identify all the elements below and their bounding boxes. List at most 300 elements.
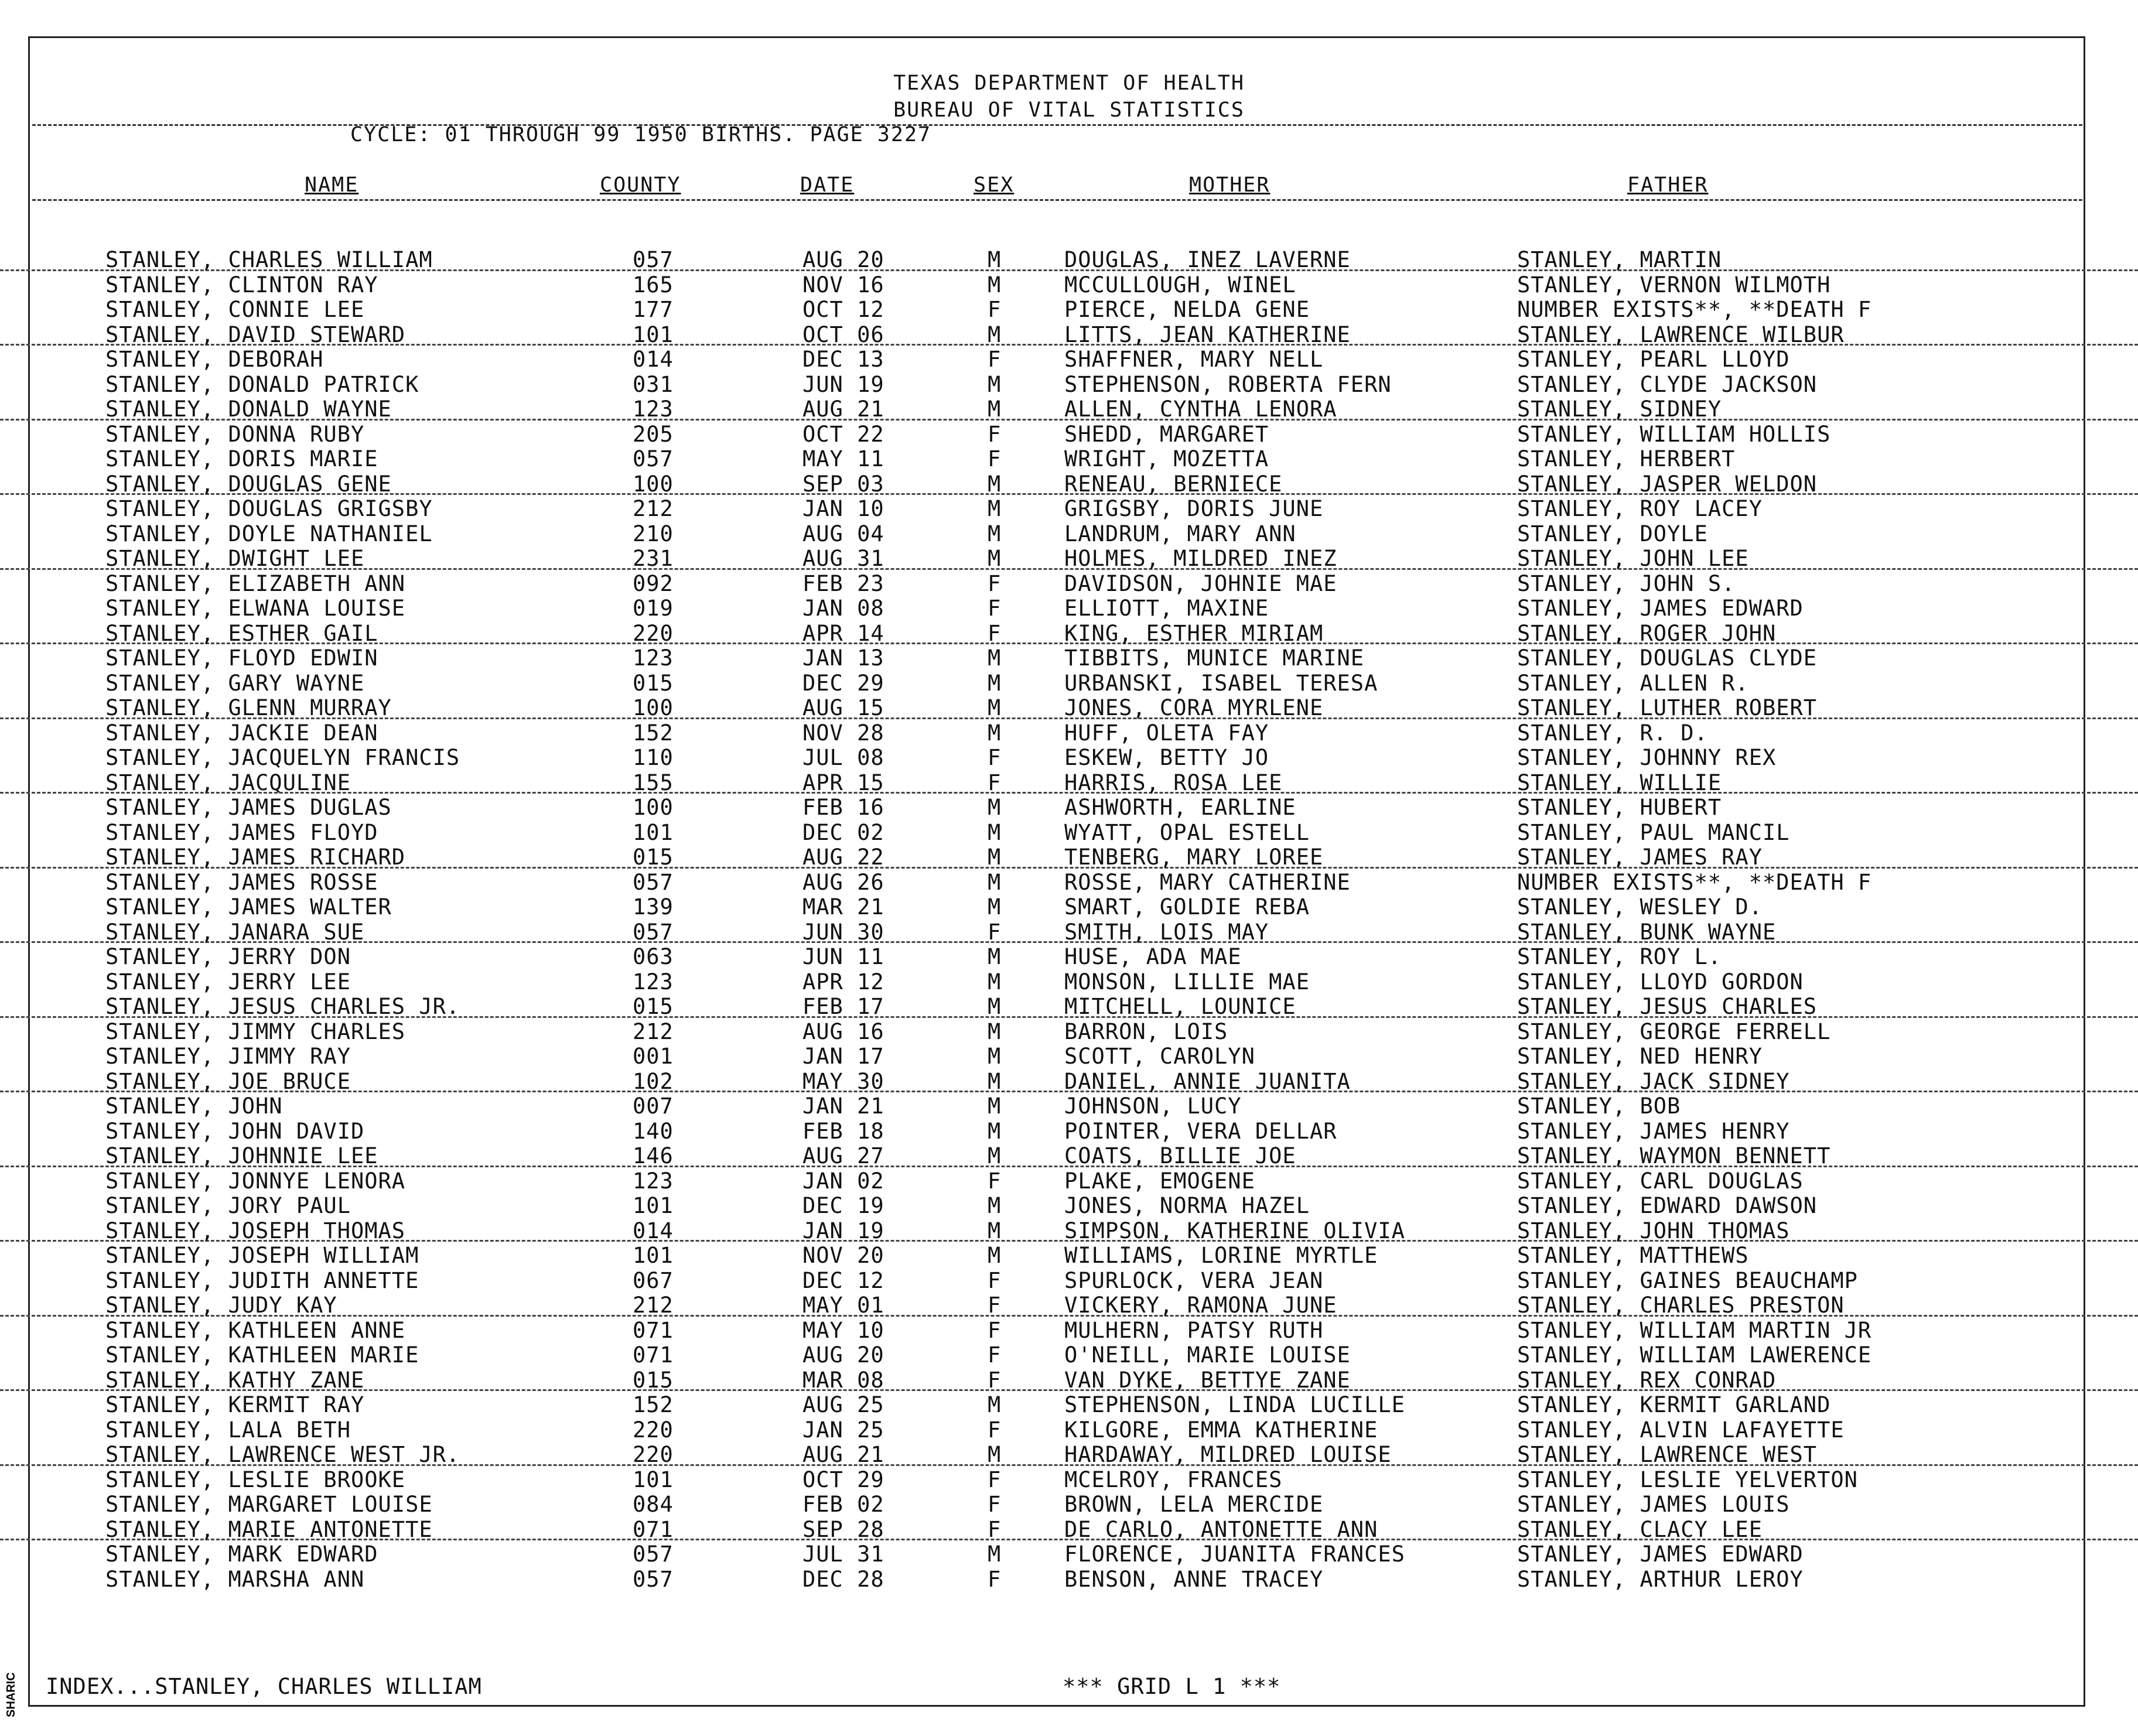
cell-name: STANLEY, JOHN [105, 1093, 283, 1119]
cell-sex: F [988, 297, 1002, 322]
cell-sex: M [988, 1143, 1002, 1168]
cell-county: 152 [633, 1392, 674, 1417]
cell-county: 057 [633, 446, 674, 471]
cell-name: STANLEY, JAMES WALTER [105, 894, 392, 920]
cell-mother: DANIEL, ANNIE JUANITA [1064, 1068, 1351, 1094]
table-row [0, 744, 2138, 769]
cell-sex: M [988, 1118, 1002, 1144]
cell-name: STANLEY, JONNYE LENORA [105, 1168, 406, 1194]
cell-sex: M [988, 1218, 1002, 1243]
cell-county: 212 [633, 496, 674, 521]
cell-name: STANLEY, JAMES RICHARD [105, 845, 406, 870]
cell-date: AUG 27 [802, 1143, 884, 1168]
table-row [0, 1391, 2138, 1416]
cell-county: 014 [633, 1218, 674, 1243]
cell-father: STANLEY, WILLIAM MARTIN JR [1517, 1317, 1872, 1343]
cell-father: STANLEY, WILLIAM HOLLIS [1517, 421, 1831, 447]
cell-father: STANLEY, JASPER WELDON [1517, 471, 1818, 497]
cell-father: STANLEY, CLACY LEE [1517, 1516, 1763, 1542]
column-header-name: NAME [305, 173, 359, 197]
cell-father: NUMBER EXISTS**, **DEATH F [1517, 297, 1872, 322]
cell-county: 071 [633, 1317, 674, 1343]
cell-name: STANLEY, DEBORAH [105, 347, 324, 372]
cell-father: STANLEY, JAMES HENRY [1517, 1118, 1790, 1144]
column-header-date: DATE [800, 173, 855, 197]
cell-mother: SIMPSON, KATHERINE OLIVIA [1064, 1218, 1405, 1243]
cell-date: JAN 02 [802, 1168, 884, 1194]
bureau-title: BUREAU OF VITAL STATISTICS [893, 98, 1245, 122]
cell-name: STANLEY, JERRY LEE [105, 969, 351, 995]
cell-county: 146 [633, 1143, 674, 1168]
cell-name: STANLEY, DOYLE NATHANIEL [105, 521, 433, 546]
cell-mother: VICKERY, RAMONA JUNE [1064, 1293, 1337, 1318]
cell-date: AUG 20 [802, 1342, 884, 1368]
cell-date: APR 14 [802, 620, 884, 646]
cell-mother: URBANSKI, ISABEL TERESA [1064, 670, 1378, 696]
sharic-stamp [1, 1667, 22, 1720]
table-row [0, 1142, 2138, 1167]
header-divider [32, 124, 2082, 126]
cell-mother: MULHERN, PATSY RUTH [1064, 1317, 1324, 1343]
table-row [0, 1118, 2138, 1143]
cell-name: STANLEY, JOSEPH WILLIAM [105, 1243, 419, 1268]
column-header-county: COUNTY [600, 173, 681, 197]
cell-date: DEC 13 [802, 347, 884, 372]
cell-sex: M [988, 670, 1002, 696]
cell-name: STANLEY, JUDITH ANNETTE [105, 1267, 419, 1293]
table-row [0, 520, 2138, 545]
cell-county: 101 [633, 1467, 674, 1492]
cell-father: STANLEY, SIDNEY [1517, 397, 1722, 422]
cell-county: 015 [633, 670, 674, 696]
table-row [0, 1416, 2138, 1441]
cell-father: STANLEY, NED HENRY [1517, 1044, 1763, 1069]
cell-sex: M [988, 521, 1002, 546]
cell-date: NOV 28 [802, 720, 884, 746]
table-row [0, 794, 2138, 819]
cell-sex: M [988, 869, 1002, 895]
cell-sex: F [988, 745, 1002, 770]
cell-date: AUG 25 [802, 1392, 884, 1417]
cycle-line: CYCLE: 01 THROUGH 99 1950 BIRTHS. PAGE 3227 [350, 123, 932, 146]
cell-father: STANLEY, R. D. [1517, 720, 1708, 746]
cell-sex: M [988, 645, 1002, 671]
cell-date: AUG 16 [802, 1019, 884, 1044]
cell-sex: M [988, 1193, 1002, 1218]
cell-name: STANLEY, MARIE ANTONETTE [105, 1516, 433, 1542]
cell-mother: ESKEW, BETTY JO [1064, 745, 1269, 770]
cell-father: STANLEY, VERNON WILMOTH [1517, 272, 1831, 298]
cell-county: 101 [633, 1243, 674, 1268]
column-header-sex: SEX [974, 173, 1015, 197]
table-row [0, 346, 2138, 371]
cell-county: 001 [633, 1044, 674, 1069]
cell-mother: BENSON, ANNE TRACEY [1064, 1566, 1324, 1592]
cell-date: AUG 26 [802, 869, 884, 895]
cell-mother: MCELROY, FRANCES [1064, 1467, 1283, 1492]
cell-father: STANLEY, PAUL MANCIL [1517, 819, 1790, 845]
cell-father: STANLEY, LAWRENCE WEST [1517, 1442, 1818, 1467]
table-row [0, 1291, 2138, 1317]
cell-mother: ELLIOTT, MAXINE [1064, 596, 1269, 621]
cell-county: 015 [633, 1367, 674, 1393]
cell-date: JAN 13 [802, 645, 884, 671]
cell-name: STANLEY, GARY WAYNE [105, 670, 365, 696]
cell-father: STANLEY, ALVIN LAFAYETTE [1517, 1417, 1845, 1443]
cell-date: DEC 12 [802, 1267, 884, 1293]
table-row [0, 1267, 2138, 1292]
cell-mother: KILGORE, EMMA KATHERINE [1064, 1417, 1378, 1443]
table-row [0, 1540, 2138, 1566]
cell-date: OCT 22 [802, 421, 884, 447]
cell-father: STANLEY, JOHN THOMAS [1517, 1218, 1790, 1243]
cell-county: 057 [633, 1542, 674, 1567]
cell-sex: M [988, 819, 1002, 845]
cell-name: STANLEY, JAMES FLOYD [105, 819, 378, 845]
table-row [0, 719, 2138, 744]
cell-date: NOV 16 [802, 272, 884, 298]
cell-name: STANLEY, JACQUELYN FRANCIS [105, 745, 460, 770]
cell-mother: DE CARLO, ANTONETTE ANN [1064, 1516, 1378, 1542]
cell-date: OCT 06 [802, 322, 884, 347]
cell-name: STANLEY, DONNA RUBY [105, 421, 365, 447]
cell-mother: MONSON, LILLIE MAE [1064, 969, 1310, 995]
cell-county: 101 [633, 322, 674, 347]
cell-sex: M [988, 1542, 1002, 1567]
cell-sex: F [988, 1342, 1002, 1368]
cell-county: 212 [633, 1019, 674, 1044]
cell-mother: HARRIS, ROSA LEE [1064, 770, 1283, 795]
cell-sex: M [988, 471, 1002, 497]
cell-father: STANLEY, DOUGLAS CLYDE [1517, 645, 1818, 671]
table-row [0, 594, 2138, 620]
cell-father: STANLEY, JOHNNY REX [1517, 745, 1777, 770]
cell-date: JAN 19 [802, 1218, 884, 1243]
cell-sex: M [988, 397, 1002, 422]
footer-index: INDEX...STANLEY, CHARLES WILLIAM [46, 1674, 482, 1699]
cell-name: STANLEY, JOHNNIE LEE [105, 1143, 378, 1168]
cell-name: STANLEY, CLINTON RAY [105, 272, 378, 298]
cell-date: MAR 21 [802, 894, 884, 920]
cell-date: SEP 03 [802, 471, 884, 497]
cell-name: STANLEY, LALA BETH [105, 1417, 351, 1443]
cell-sex: M [988, 1019, 1002, 1044]
cell-date: AUG 04 [802, 521, 884, 546]
cell-name: STANLEY, JESUS CHARLES JR. [105, 994, 460, 1019]
cell-mother: PLAKE, EMOGENE [1064, 1168, 1255, 1194]
cell-sex: F [988, 596, 1002, 621]
table-row [0, 470, 2138, 495]
table-row [0, 1317, 2138, 1342]
cell-father: STANLEY, WILLIE [1517, 770, 1722, 795]
table-row [0, 620, 2138, 645]
cell-county: 067 [633, 1267, 674, 1293]
table-row [0, 545, 2138, 570]
cell-mother: SMART, GOLDIE REBA [1064, 894, 1310, 920]
cell-sex: F [988, 1293, 1002, 1318]
table-row [0, 993, 2138, 1018]
cell-mother: WYATT, OPAL ESTELL [1064, 819, 1310, 845]
cell-father: STANLEY, JESUS CHARLES [1517, 994, 1818, 1019]
cell-mother: WRIGHT, MOZETTA [1064, 446, 1269, 471]
cell-mother: JONES, CORA MYRLENE [1064, 695, 1324, 720]
cell-name: STANLEY, DONALD WAYNE [105, 397, 392, 422]
cell-mother: ASHWORTH, EARLINE [1064, 795, 1296, 820]
cell-mother: PIERCE, NELDA GENE [1064, 297, 1310, 322]
column-header-father: FATHER [1627, 173, 1709, 197]
cell-name: STANLEY, ELIZABETH ANN [105, 570, 406, 596]
cell-county: 057 [633, 869, 674, 895]
cell-sex: M [988, 894, 1002, 920]
cell-county: 015 [633, 994, 674, 1019]
cell-county: 019 [633, 596, 674, 621]
cell-mother: ALLEN, CYNTHA LENORA [1064, 397, 1337, 422]
table-row [0, 1366, 2138, 1392]
cell-sex: F [988, 1417, 1002, 1443]
cell-county: 014 [633, 347, 674, 372]
cell-date: SEP 28 [802, 1516, 884, 1542]
cell-county: 212 [633, 1293, 674, 1318]
cell-name: STANLEY, ESTHER GAIL [105, 620, 378, 646]
cell-sex: M [988, 1392, 1002, 1417]
cell-county: 123 [633, 1168, 674, 1194]
cell-county: 057 [633, 1566, 674, 1592]
cell-father: STANLEY, CARL DOUGLAS [1517, 1168, 1804, 1194]
cell-sex: F [988, 770, 1002, 795]
table-row [0, 445, 2138, 470]
cell-sex: M [988, 1243, 1002, 1268]
cell-name: STANLEY, KATHLEEN ANNE [105, 1317, 406, 1343]
cell-mother: GRIGSBY, DORIS JUNE [1064, 496, 1324, 521]
cell-county: 031 [633, 371, 674, 397]
cell-county: 123 [633, 645, 674, 671]
footer-grid: *** GRID L 1 *** [1063, 1674, 1281, 1699]
cell-date: FEB 02 [802, 1492, 884, 1517]
cell-mother: FLORENCE, JUANITA FRANCES [1064, 1542, 1405, 1567]
cell-mother: STEPHENSON, ROBERTA FERN [1064, 371, 1392, 397]
cell-mother: MCCULLOUGH, WINEL [1064, 272, 1296, 298]
cell-sex: F [988, 1317, 1002, 1343]
cell-date: FEB 17 [802, 994, 884, 1019]
cell-date: JAN 21 [802, 1093, 884, 1119]
cell-sex: M [988, 1068, 1002, 1094]
cell-father: STANLEY, LLOYD GORDON [1517, 969, 1804, 995]
cell-mother: STEPHENSON, LINDA LUCILLE [1064, 1392, 1405, 1417]
table-row [0, 769, 2138, 794]
table-row [0, 819, 2138, 844]
cell-father: STANLEY, GAINES BEAUCHAMP [1517, 1267, 1858, 1293]
cell-county: 100 [633, 695, 674, 720]
cell-mother: ROSSE, MARY CATHERINE [1064, 869, 1351, 895]
cell-mother: TENBERG, MARY LOREE [1064, 845, 1324, 870]
table-row [0, 296, 2138, 321]
cell-sex: F [988, 1516, 1002, 1542]
cell-date: MAR 08 [802, 1367, 884, 1393]
cell-sex: F [988, 1467, 1002, 1492]
cell-county: 102 [633, 1068, 674, 1094]
cell-county: 084 [633, 1492, 674, 1517]
cell-date: DEC 29 [802, 670, 884, 696]
cell-sex: M [988, 944, 1002, 969]
cell-name: STANLEY, JIMMY RAY [105, 1044, 351, 1069]
cell-father: STANLEY, LUTHER ROBERT [1517, 695, 1818, 720]
cell-county: 220 [633, 1442, 674, 1467]
table-row [0, 1516, 2138, 1541]
cell-county: 063 [633, 944, 674, 969]
cell-sex: M [988, 496, 1002, 521]
cell-name: STANLEY, JIMMY CHARLES [105, 1019, 406, 1044]
cell-father: STANLEY, ROY L. [1517, 944, 1722, 969]
cell-sex: F [988, 1367, 1002, 1393]
cell-father: STANLEY, MATTHEWS [1517, 1243, 1749, 1268]
stamp-label: SHARIC [5, 1672, 18, 1717]
table-row [0, 1242, 2138, 1267]
cell-date: JAN 25 [802, 1417, 884, 1443]
cell-county: 092 [633, 570, 674, 596]
cell-mother: HUSE, ADA MAE [1064, 944, 1242, 969]
cell-county: 155 [633, 770, 674, 795]
cell-father: STANLEY, KERMIT GARLAND [1517, 1392, 1831, 1417]
cell-name: STANLEY, JAMES ROSSE [105, 869, 378, 895]
cell-father: STANLEY, JOHN LEE [1517, 546, 1749, 571]
cell-date: MAY 30 [802, 1068, 884, 1094]
cell-sex: M [988, 845, 1002, 870]
table-row [0, 1566, 2138, 1591]
cell-father: STANLEY, CHARLES PRESTON [1517, 1293, 1845, 1318]
cell-county: 177 [633, 297, 674, 322]
cell-father: STANLEY, HUBERT [1517, 795, 1722, 820]
cell-name: STANLEY, JUDY KAY [105, 1293, 337, 1318]
cell-date: DEC 19 [802, 1193, 884, 1218]
table-row [0, 1092, 2138, 1118]
table-row [0, 1217, 2138, 1242]
cell-mother: TIBBITS, MUNICE MARINE [1064, 645, 1365, 671]
cell-name: STANLEY, JACKIE DEAN [105, 720, 378, 746]
table-row [0, 371, 2138, 396]
cell-county: 015 [633, 845, 674, 870]
cell-mother: LANDRUM, MARY ANN [1064, 521, 1296, 546]
cell-name: STANLEY, DORIS MARIE [105, 446, 378, 471]
cell-mother: JOHNSON, LUCY [1064, 1093, 1242, 1119]
cell-name: STANLEY, LAWRENCE WEST JR. [105, 1442, 460, 1467]
table-row [0, 694, 2138, 719]
cell-date: APR 15 [802, 770, 884, 795]
cell-name: STANLEY, JOE BRUCE [105, 1068, 351, 1094]
cell-father: STANLEY, JAMES EDWARD [1517, 596, 1804, 621]
table-row [0, 321, 2138, 346]
cell-father: STANLEY, REX CONRAD [1517, 1367, 1777, 1393]
cell-father: STANLEY, WESLEY D. [1517, 894, 1763, 920]
cell-father: STANLEY, BOB [1517, 1093, 1681, 1119]
cell-date: AUG 21 [802, 1442, 884, 1467]
cell-date: JAN 08 [802, 596, 884, 621]
cell-date: JUN 30 [802, 919, 884, 945]
table-row [0, 495, 2138, 520]
cell-mother: HOLMES, MILDRED INEZ [1064, 546, 1337, 571]
cell-father: STANLEY, LAWRENCE WILBUR [1517, 322, 1845, 347]
column-header-divider [32, 199, 2082, 201]
cell-sex: M [988, 1093, 1002, 1119]
cell-sex: F [988, 919, 1002, 945]
table-row [0, 1341, 2138, 1366]
cell-name: STANLEY, DOUGLAS GRIGSBY [105, 496, 433, 521]
cell-date: AUG 21 [802, 397, 884, 422]
cell-county: 123 [633, 397, 674, 422]
column-header-mother: MOTHER [1189, 173, 1270, 197]
cell-mother: POINTER, VERA DELLAR [1064, 1118, 1337, 1144]
cell-county: 231 [633, 546, 674, 571]
cell-mother: HARDAWAY, MILDRED LOUISE [1064, 1442, 1392, 1467]
cell-name: STANLEY, JOSEPH THOMAS [105, 1218, 406, 1243]
cell-mother: KING, ESTHER MIRIAM [1064, 620, 1324, 646]
table-row [0, 395, 2138, 421]
cell-name: STANLEY, CHARLES WILLIAM [105, 247, 433, 272]
cell-county: 140 [633, 1118, 674, 1144]
cell-father: STANLEY, JAMES EDWARD [1517, 1542, 1804, 1567]
cell-mother: O'NEILL, MARIE LOUISE [1064, 1342, 1351, 1368]
table-row [0, 644, 2138, 669]
cell-name: STANLEY, KERMIT RAY [105, 1392, 365, 1417]
agency-title: TEXAS DEPARTMENT OF HEALTH [893, 71, 1245, 95]
cell-date: FEB 16 [802, 795, 884, 820]
table-row [0, 246, 2138, 271]
cell-father: STANLEY, DOYLE [1517, 521, 1708, 546]
cell-county: 205 [633, 421, 674, 447]
cell-mother: HUFF, OLETA FAY [1064, 720, 1269, 746]
cell-father: STANLEY, JACK SIDNEY [1517, 1068, 1790, 1094]
cell-county: 071 [633, 1342, 674, 1368]
cell-county: 007 [633, 1093, 674, 1119]
cell-name: STANLEY, FLOYD EDWIN [105, 645, 378, 671]
cell-name: STANLEY, ELWANA LOUISE [105, 596, 406, 621]
cell-date: FEB 18 [802, 1118, 884, 1144]
cell-father: STANLEY, PEARL LLOYD [1517, 347, 1790, 372]
cell-sex: M [988, 720, 1002, 746]
cell-father: STANLEY, ROY LACEY [1517, 496, 1763, 521]
cell-date: NOV 20 [802, 1243, 884, 1268]
table-row [0, 1043, 2138, 1068]
cell-name: STANLEY, GLENN MURRAY [105, 695, 392, 720]
cell-name: STANLEY, MARSHA ANN [105, 1566, 365, 1592]
cell-date: JUL 08 [802, 745, 884, 770]
cell-mother: WILLIAMS, LORINE MYRTLE [1064, 1243, 1378, 1268]
table-row [0, 943, 2138, 968]
cell-county: 100 [633, 795, 674, 820]
cell-date: MAY 11 [802, 446, 884, 471]
cell-date: OCT 12 [802, 297, 884, 322]
cell-father: STANLEY, LESLIE YELVERTON [1517, 1467, 1858, 1492]
cell-date: FEB 23 [802, 570, 884, 596]
cell-name: STANLEY, DWIGHT LEE [105, 546, 365, 571]
cell-father: NUMBER EXISTS**, **DEATH F [1517, 869, 1872, 895]
cell-sex: M [988, 546, 1002, 571]
cell-name: STANLEY, CONNIE LEE [105, 297, 365, 322]
cell-county: 057 [633, 919, 674, 945]
cell-mother: LITTS, JEAN KATHERINE [1064, 322, 1351, 347]
cell-date: MAY 10 [802, 1317, 884, 1343]
table-row [0, 1192, 2138, 1217]
cell-county: 152 [633, 720, 674, 746]
table-row [0, 1018, 2138, 1043]
cell-mother: COATS, BILLIE JOE [1064, 1143, 1296, 1168]
cell-mother: SHAFFNER, MARY NELL [1064, 347, 1324, 372]
cell-name: STANLEY, DOUGLAS GENE [105, 471, 392, 497]
cell-father: STANLEY, BUNK WAYNE [1517, 919, 1777, 945]
cell-name: STANLEY, JAMES DUGLAS [105, 795, 392, 820]
cell-sex: F [988, 1566, 1002, 1592]
cell-sex: F [988, 1267, 1002, 1293]
cell-name: STANLEY, LESLIE BROOKE [105, 1467, 406, 1492]
